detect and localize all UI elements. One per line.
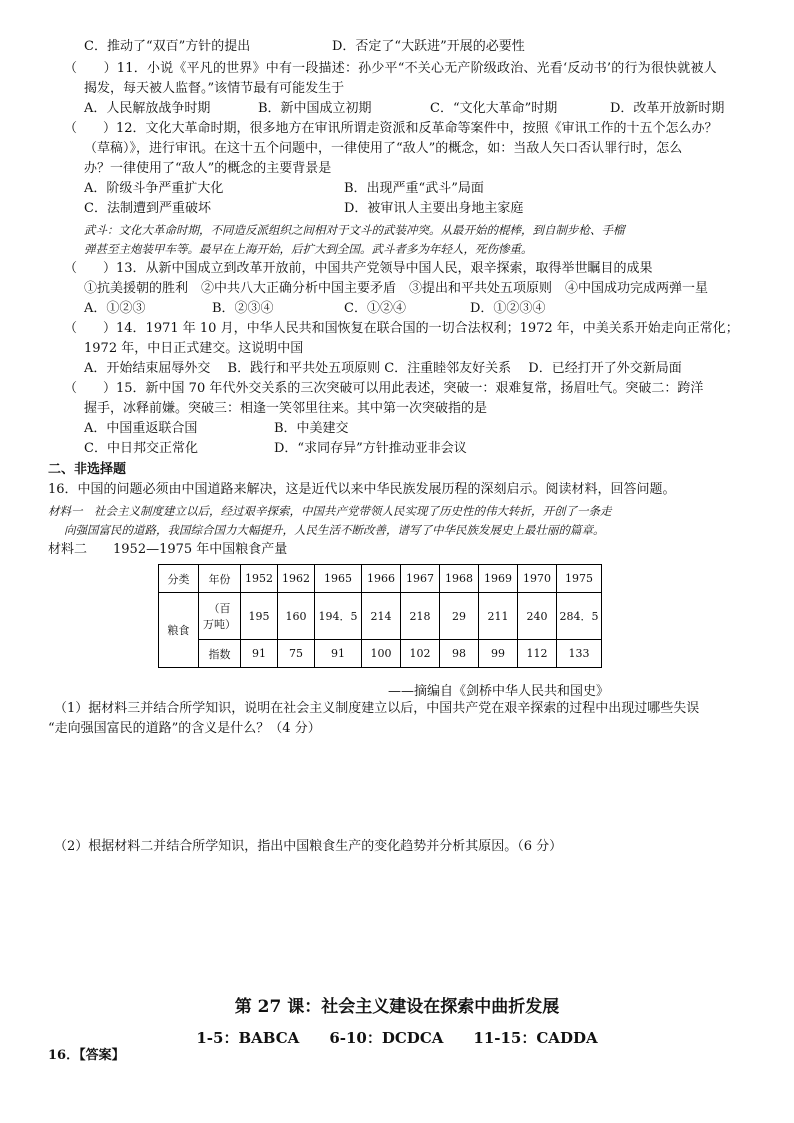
table-row bbox=[159, 640, 602, 668]
q15-option-c: C．中日邦交正常化 bbox=[84, 441, 198, 456]
table-cell: 195 bbox=[241, 593, 278, 640]
table-header-cell: 1975 bbox=[557, 565, 602, 593]
q11-stem-line1: （ ）11．小说《平凡的世界》中有一段描述：孙少平“不关心无产阶级政治、光看‘反动书’的行为很快就被人 bbox=[64, 61, 717, 76]
table-header-cell: 分类 bbox=[159, 565, 199, 593]
q15-stem-line2: 握手，冰释前嫌。突破三：相逢一笑邻里往来。其中第一次突破指的是 bbox=[84, 401, 488, 416]
table-cell: 100 bbox=[362, 640, 401, 668]
q16-material1-line1: 材料一 社会主义制度建立以后，经过艰辛探索，中国共产党带领人民实现了历史性的伟大转折，开创了一条走 bbox=[48, 504, 612, 518]
q13-option-c: C．①②④ bbox=[344, 301, 406, 316]
table-header-cell: 1970 bbox=[518, 565, 557, 593]
unit-label-line1: （百 bbox=[208, 602, 231, 615]
q15-option-b: B．中美建交 bbox=[274, 421, 349, 436]
q12-option-c: C．法制遭到严重破坏 bbox=[84, 201, 211, 216]
q11-option-a: A．人民解放战争时期 bbox=[84, 101, 211, 116]
table-header-cell: 1965 bbox=[315, 565, 362, 593]
table-cell: 240 bbox=[518, 593, 557, 640]
table-row-label bbox=[199, 593, 241, 640]
section-heading: 二、非选择题 bbox=[48, 462, 127, 477]
q13-option-a: A．①②③ bbox=[84, 301, 146, 316]
q16-subquestion1-line1: （1）据材料三并结合所学知识，说明在社会主义制度建立以后，中国共产党在艰辛探索的过程中出现过哪些失误 bbox=[54, 701, 700, 716]
q16-answer-label: 16．【答案】 bbox=[48, 1048, 125, 1063]
q14-stem-line2: 1972 年，中日正式建交。这说明中国 bbox=[84, 341, 304, 356]
table-header-cell: 1968 bbox=[440, 565, 479, 593]
table-header-cell: 1966 bbox=[362, 565, 401, 593]
table-header-cell: 1969 bbox=[479, 565, 518, 593]
q15-option-a: A．中国重返联合国 bbox=[84, 421, 198, 436]
table-cell: 91 bbox=[315, 640, 362, 668]
q12-stem-line2: （草稿）》，进行审讯。在这十五个问题中，一律使用了“敌人”的概念，如：当敌人矢口否认罪行时，怎么 bbox=[84, 141, 683, 156]
grain-production-table bbox=[158, 564, 602, 668]
table-cell: 160 bbox=[278, 593, 315, 640]
table-cell: 75 bbox=[278, 640, 315, 668]
answer-key: 1-5：BABCA 6-10：DCDCA 11-15：CADDA bbox=[196, 1029, 598, 1047]
table-source-citation: ——摘编自《剑桥中华人民共和国史》 bbox=[388, 684, 610, 699]
q14-options: A．开始结束屈辱外交 B．践行和平共处五项原则 C．注重睦邻友好关系 D．已经打开了外交新局面 bbox=[84, 361, 682, 376]
table-cell: 194．5 bbox=[315, 593, 362, 640]
q16-intro: 16．中国的问题必须由中国道路来解决，这是近代以来中华民族发展历程的深刻启示。阅读材料，回答问题。 bbox=[48, 482, 676, 497]
table-row-label: 指数 bbox=[199, 640, 241, 668]
table-cell: 133 bbox=[557, 640, 602, 668]
q15-option-d: D．“求同存异”方针推动亚非会议 bbox=[274, 441, 467, 456]
table-row bbox=[159, 593, 602, 640]
q12-option-d: D．被审讯人主要出身地主家庭 bbox=[344, 201, 524, 216]
q12-stem-line1: （ ）12．文化大革命时期，很多地方在审讯所谓走资派和反革命等案件中，按照《审讯工作的十五个怎么办？ bbox=[64, 121, 718, 136]
table-header-cell: 1962 bbox=[278, 565, 315, 593]
q16-material1-line2: 向强国富民的道路，我国综合国力大幅提升，人民生活不断改善，谱写了中华民族发展史上最壮丽的篇章。 bbox=[64, 523, 605, 537]
table-cell: 99 bbox=[479, 640, 518, 668]
table-row-group-label: 粮食 bbox=[159, 593, 199, 668]
q12-stem-line3: 办？一律使用了“敌人”的概念的主要背景是 bbox=[84, 161, 332, 176]
table-cell: 102 bbox=[401, 640, 440, 668]
q12-note-line1: 武斗：文化大革命时期，不同造反派组织之间相对于文斗的武装冲突。从最开始的棍棒，到自制步枪、手榴 bbox=[84, 223, 625, 237]
q10-option-d: D．否定了“大跃进”开展的必要性 bbox=[332, 39, 525, 54]
q11-option-c: C．“文化大革命”时期 bbox=[430, 101, 558, 116]
table-cell: 211 bbox=[479, 593, 518, 640]
q11-option-d: D．改革开放新时期 bbox=[610, 101, 725, 116]
q12-option-a: A．阶级斗争严重扩大化 bbox=[84, 181, 224, 196]
q11-option-b: B．新中国成立初期 bbox=[258, 101, 372, 116]
q16-subquestion2: （2）根据材料二并结合所学知识，指出中国粮食生产的变化趋势并分析其原因。（6 分） bbox=[54, 839, 563, 854]
table-cell: 29 bbox=[440, 593, 479, 640]
q13-stem-line1: （ ）13．从新中国成立到改革开放前，中国共产党领导中国人民，艰辛探索，取得举世瞩目的成果 bbox=[64, 261, 653, 276]
unit-label-line2: 万吨） bbox=[203, 618, 236, 631]
table-cell: 112 bbox=[518, 640, 557, 668]
table-cell: 91 bbox=[241, 640, 278, 668]
q11-stem-line2: 揭发，每天被人监督。”该情节最有可能发生于 bbox=[84, 81, 345, 96]
table-cell: 214 bbox=[362, 593, 401, 640]
q15-stem-line1: （ ）15．新中国 70 年代外交关系的三次突破可以用此表述，突破一：艰难复常，扬眉吐气。突破二：跨洋 bbox=[64, 381, 704, 396]
q14-stem-line1: （ ）14．1971 年 10 月，中华人民共和国恢复在联合国的一切合法权利；1972 年，中美关系开始走向正常化； bbox=[64, 321, 739, 336]
q16-subquestion1-line2: “走向强国富民的道路”的含义是什么？（4 分） bbox=[48, 721, 321, 736]
table-header-cell: 1952 bbox=[241, 565, 278, 593]
table-cell: 284．5 bbox=[557, 593, 602, 640]
table-cell: 98 bbox=[440, 640, 479, 668]
table-header-cell: 年份 bbox=[199, 565, 241, 593]
table-cell: 218 bbox=[401, 593, 440, 640]
q12-note-line2: 弹甚至主炮装甲车等。最早在上海开始，后扩大到全国。武斗者多为年轻人，死伤惨重。 bbox=[84, 242, 533, 256]
q12-option-b: B．出现严重“武斗”局面 bbox=[344, 181, 484, 196]
q13-option-b: B．②③④ bbox=[212, 301, 274, 316]
lesson-title: 第 27 课：社会主义建设在探索中曲折发展 bbox=[234, 997, 560, 1017]
q10-option-c: C．推动了“双百”方针的提出 bbox=[84, 39, 251, 54]
table-header-row bbox=[159, 565, 602, 593]
q13-stem-line2: ①抗美援朝的胜利 ②中共八大正确分析中国主要矛盾 ③提出和平共处五项原则 ④中国成功完成两弹一星 bbox=[84, 281, 709, 296]
q16-material2-title: 材料二 1952—1975 年中国粮食产量 bbox=[48, 542, 288, 557]
q13-option-d: D．①②③④ bbox=[470, 301, 546, 316]
table-header-cell: 1967 bbox=[401, 565, 440, 593]
